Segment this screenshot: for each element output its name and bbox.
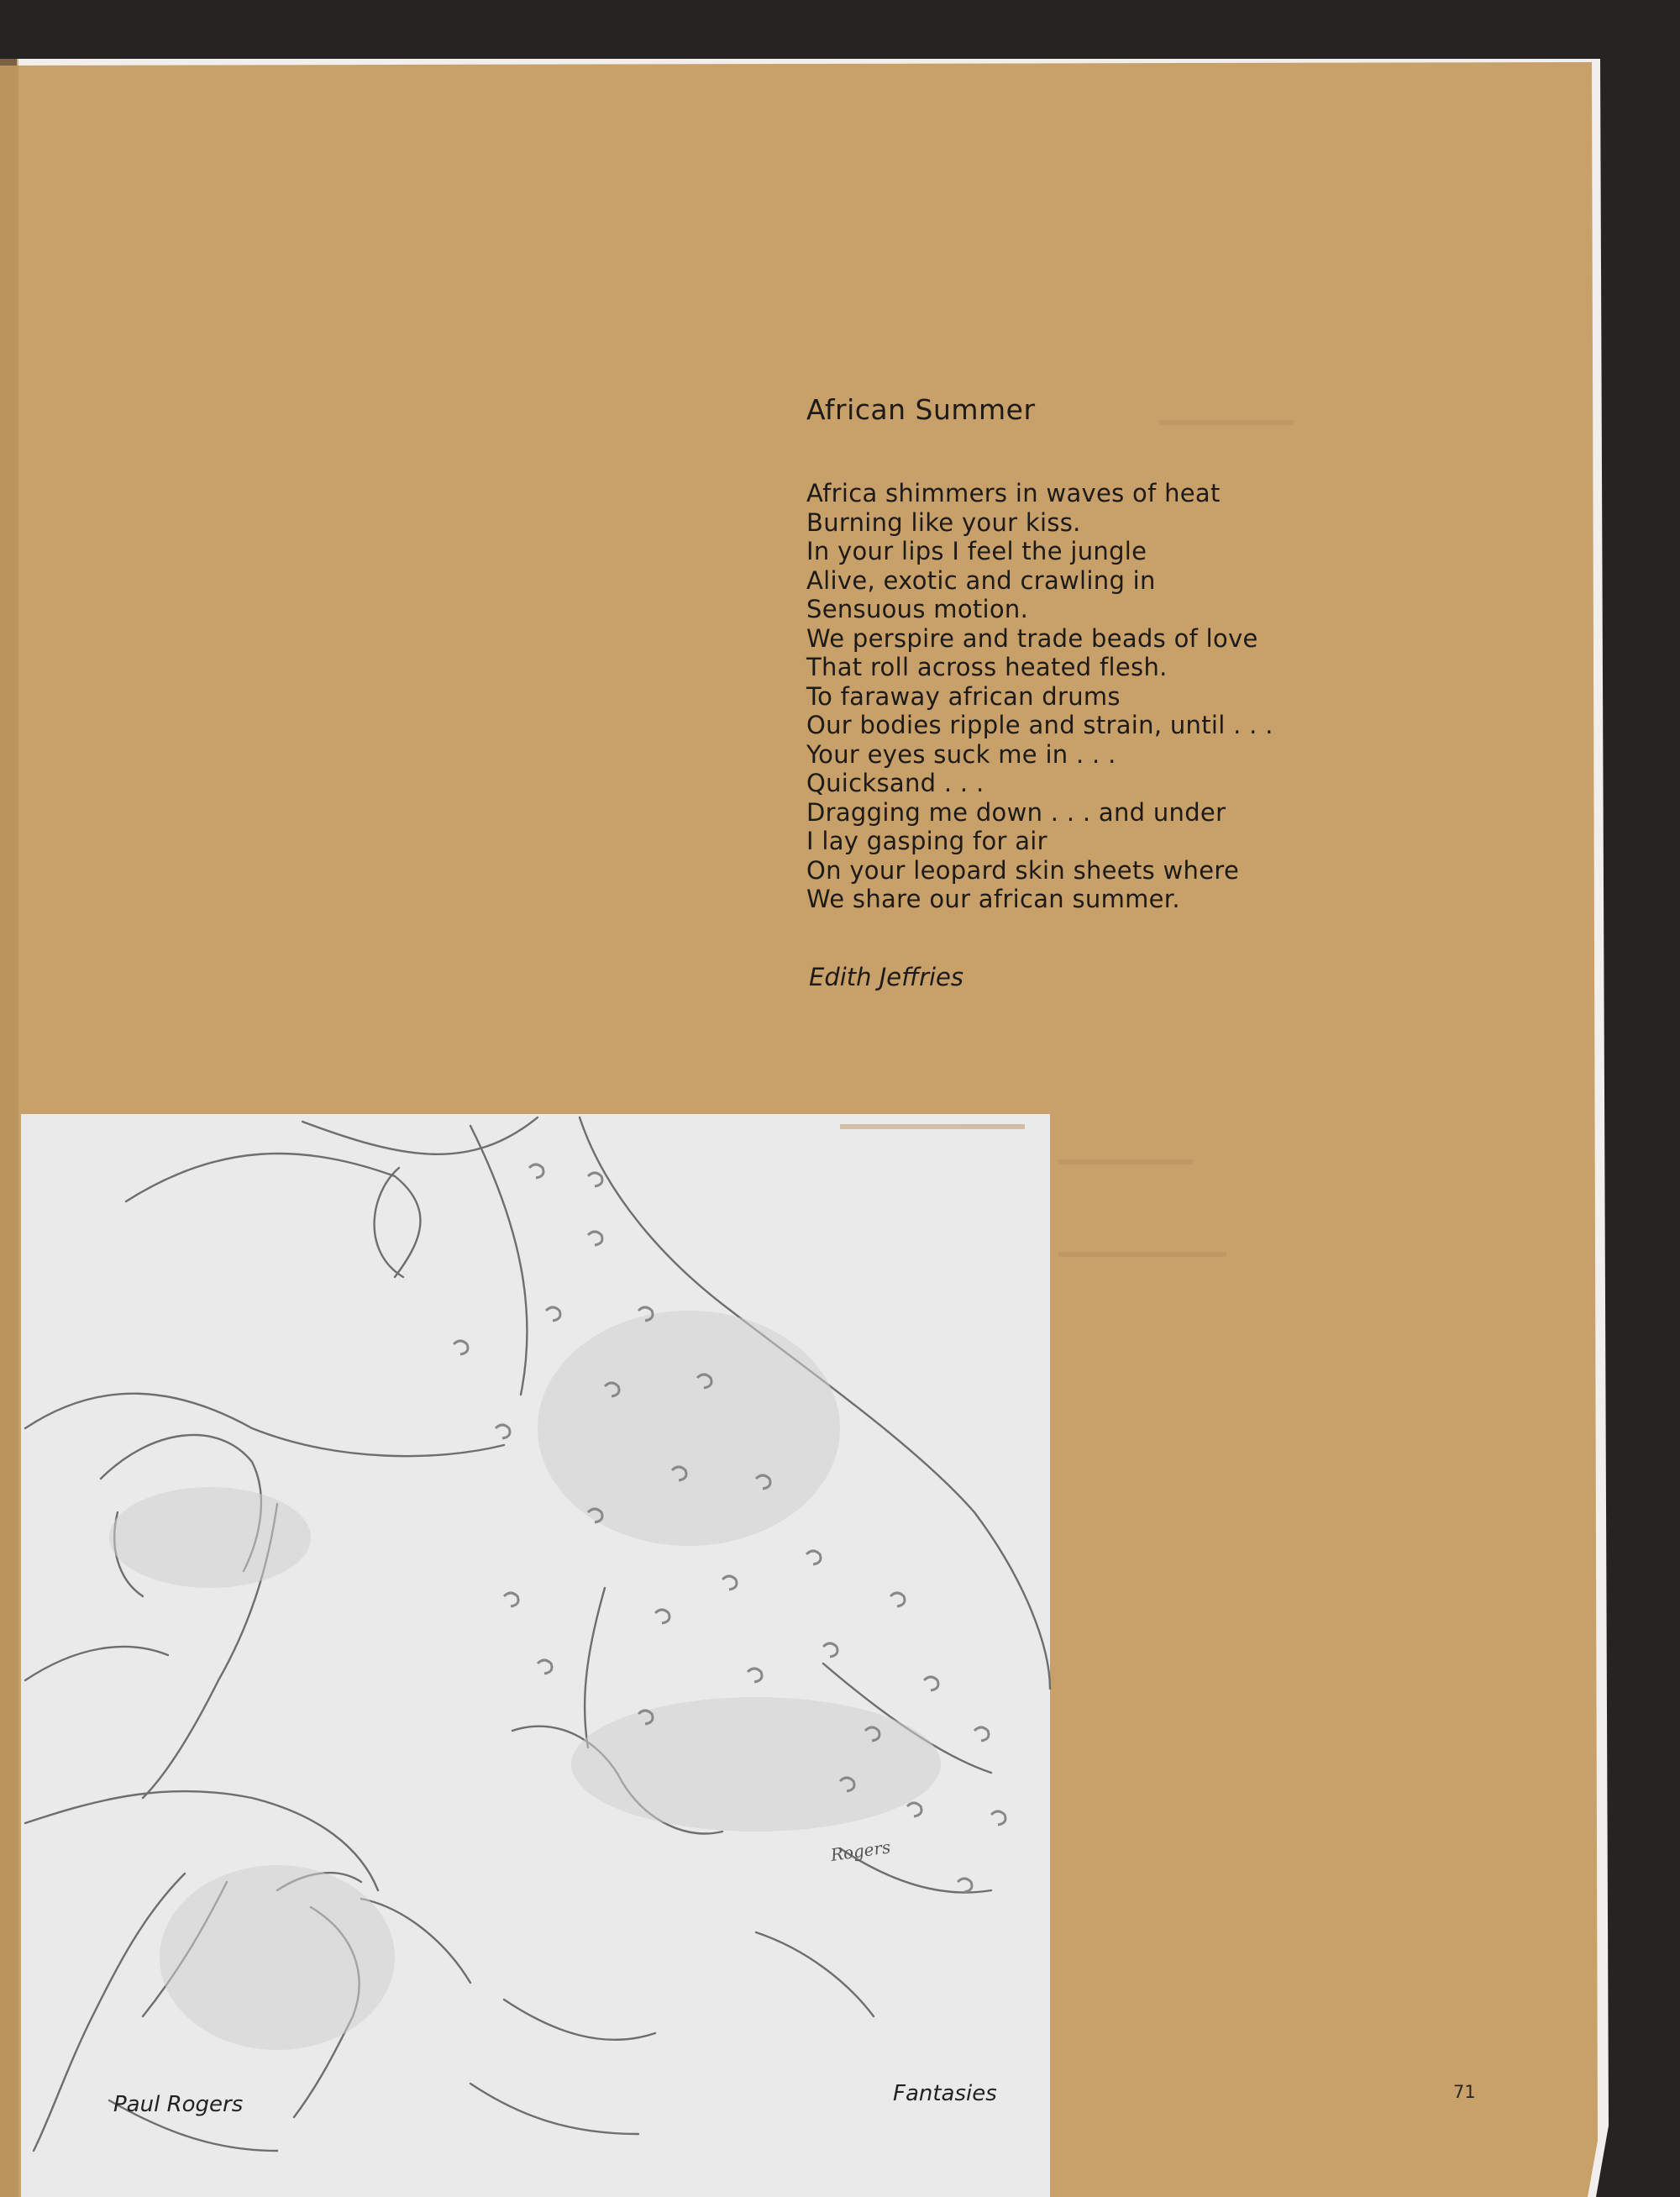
poem-line: Sensuous motion. [806,595,1029,623]
poem-line: On your leopard skin sheets where [806,855,1240,885]
artwork-drawing [21,1114,1050,2197]
poem-line: Dragging me down . . . and under [806,797,1226,827]
poem-author: Edith Jeffries [809,963,964,991]
poem-line: Africa shimmers in waves of heat [806,479,1221,507]
poem-line: We perspire and trade beads of love [806,623,1258,653]
poem-line: Our bodies ripple and strain, until . . . [806,711,1273,739]
poem-title: African Summer [806,393,1036,426]
poem-line: Your eyes suck me in . . . [806,739,1116,769]
page-number: 71 [1453,2082,1476,2102]
section-title: Fantasies [893,2081,997,2106]
artist-credit: Paul Rogers [113,2092,244,2117]
poem-line: To faraway african drums [806,681,1121,711]
poem-line: Quicksand . . . [806,769,984,797]
poem-line: Alive, exotic and crawling in [806,565,1156,595]
poem-line: Burning like your kiss. [806,507,1081,537]
poem-line: That roll across heated flesh. [806,653,1168,681]
poem-line: I lay gasping for air [806,827,1047,855]
poem-line: We share our african summer. [806,885,1180,913]
artwork-signature: Rogers [829,1837,892,1865]
poem-line: In your lips I feel the jungle [806,537,1147,565]
poem-body [806,479,1273,914]
